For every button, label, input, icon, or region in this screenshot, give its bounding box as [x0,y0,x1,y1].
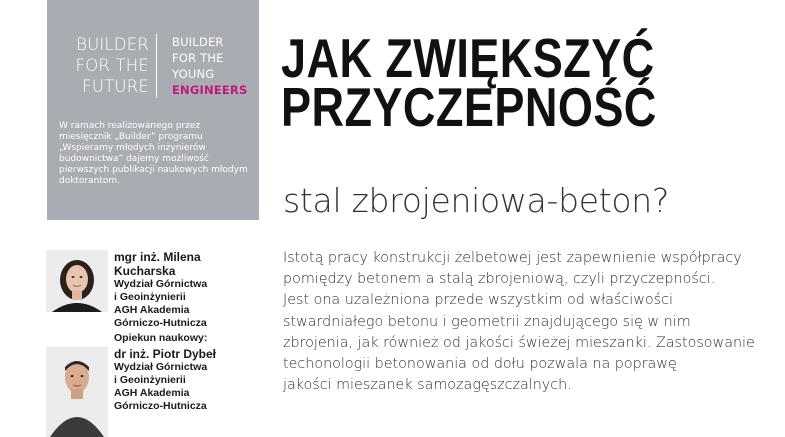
builder-for-the-future-logo [47,34,149,97]
headline-line: JAK ZWIĘKSZYĆ [281,27,655,89]
program-info-panel [47,0,259,220]
author-photo [46,250,108,312]
paragraph-line: techonologii betonowania od dołu pozwala na poprawę [283,356,677,373]
affiliation-line: AGH Akademia [114,304,190,316]
logo-line: YOUNG [172,67,215,81]
author-details [114,250,264,330]
paragraph-line: Jest ona uzależniona przede wszystkim od właściwości [283,292,673,309]
logo-line: FUTURE [82,77,149,96]
affiliation-line: Górniczo-Hutnicza [114,400,207,412]
article-headline [281,27,675,138]
paragraph-line: zbrojenia, jak również od jakości świeżej mieszanki. Zastosowanie [283,334,755,351]
woman-portrait-icon [46,250,108,312]
builder-for-the-young-engineers-logo [172,34,247,98]
supervisor-label: Opiekun naukowy: [114,332,208,344]
paragraph-line: Istotą pracy konstrukcji żelbetowej jest zapewnienie współpracy [283,250,742,266]
logo-line: BUILDER [76,35,149,54]
affiliation-line: Wydział Górnictwa [114,278,208,290]
program-intro-text: W ramach realizowanego przez miesięcznik „Builder” programu „Wspieramy młodych inżynierów budownictwa” dajemy możliwość pierwszych publikacji naukowych młodym doktorantom. [59,121,248,186]
headline-line: PRZYCZEPNOŚĆ [281,76,657,138]
paragraph-line: jakości mieszanek samozagęszczalnych. [283,377,572,394]
affiliation-line: i Geoinżynierii [114,291,186,303]
logo-divider [156,34,157,98]
supervisor-label-block [114,332,264,345]
article-subtitle: stal zbrojeniowa-beton? [283,181,670,220]
supervisor-photo [46,347,108,437]
paragraph-line: stwardniałego betonu i geometrii znajdującego się w nim [283,313,691,330]
affiliation-line: i Geoinżynierii [114,374,186,386]
article-lead-paragraph [283,248,763,396]
man-portrait-icon [46,347,108,437]
author-name: mgr inż. Milena Kucharska [114,250,201,278]
paragraph-line: pomiędzy betonem a stalą zbrojeniową, czyli przyczepności. [283,271,716,288]
logo-line: FOR THE [75,56,149,75]
logo-line: FOR THE [172,51,224,65]
affiliation-line: AGH Akademia [114,387,190,399]
affiliation-line: Górniczo-Hutnicza [114,317,207,329]
supervisor-details [114,347,264,413]
logo-line: BUILDER [172,35,224,49]
affiliation-line: Wydział Górnictwa [114,361,208,373]
logo-accent-line: ENGINEERS [172,83,248,97]
supervisor-name: dr inż. Piotr Dybeł [114,347,217,361]
